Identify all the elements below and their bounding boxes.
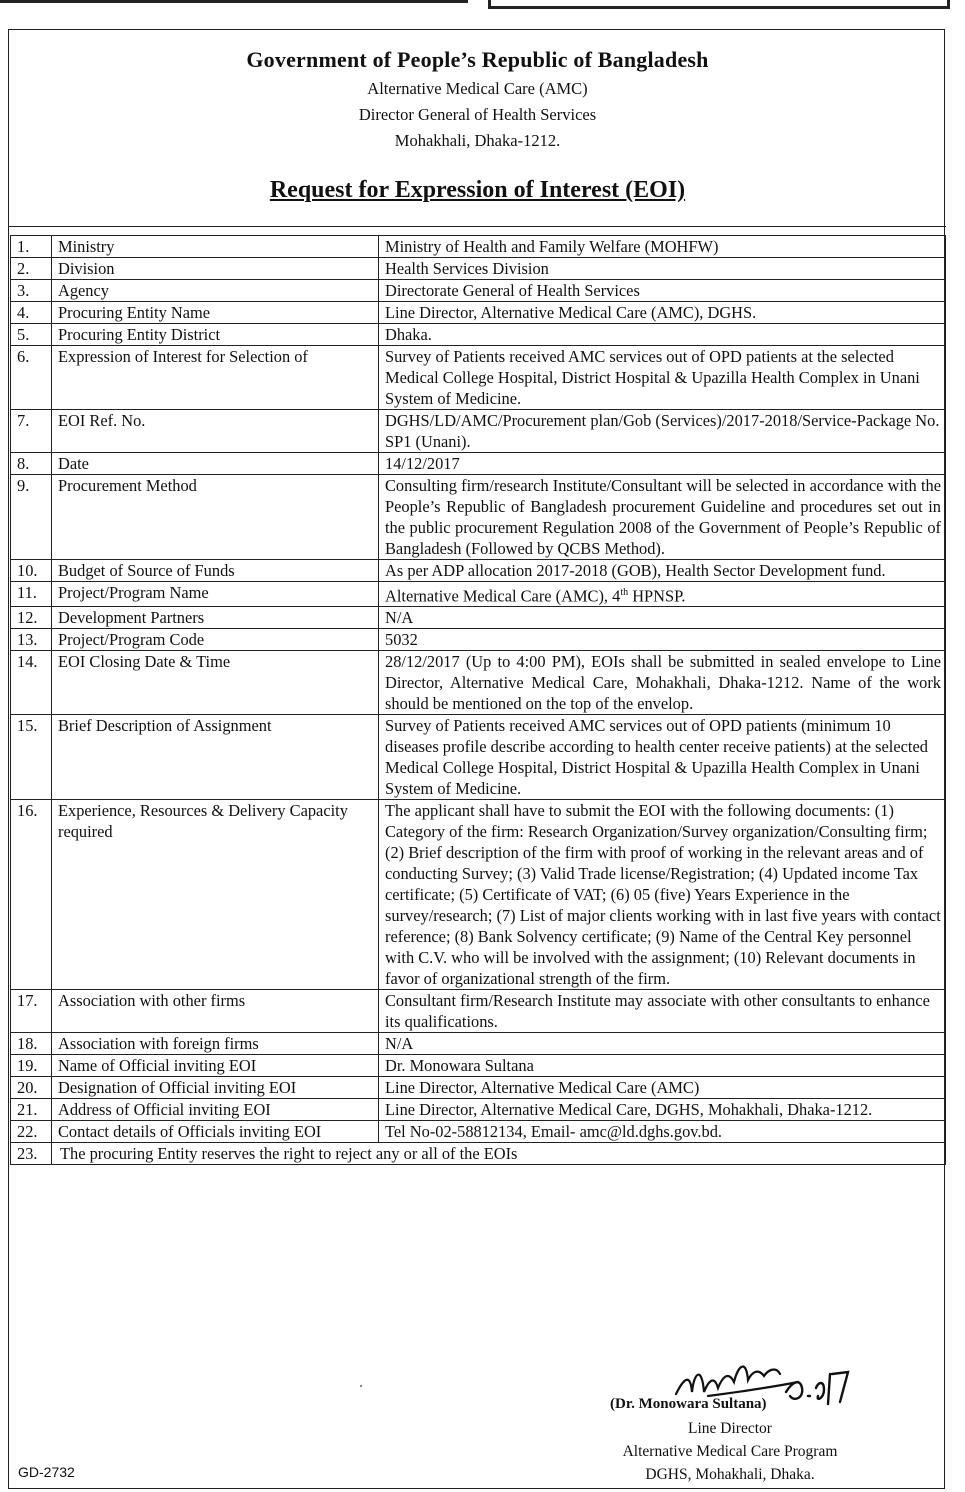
row-value: N/A <box>379 1033 946 1055</box>
table-row <box>11 346 946 410</box>
table-row <box>11 1099 946 1121</box>
table-row <box>11 560 946 582</box>
row-label: Project/Program Code <box>52 629 379 651</box>
table-row <box>11 236 946 258</box>
table-row <box>11 800 946 990</box>
signatory-name: (Dr. Monowara Sultana) <box>610 1396 767 1412</box>
row-value: Tel No-02-58812134, Email- amc@ld.dghs.gov.bd. <box>379 1121 946 1143</box>
directorate-name: Director General of Health Services <box>358 105 597 124</box>
row-number: 15. <box>11 715 52 800</box>
row-value: 14/12/2017 <box>379 453 946 475</box>
row-label: Budget of Source of Funds <box>52 560 379 582</box>
document-frame <box>8 29 945 1489</box>
header-divider <box>9 226 946 227</box>
table-row <box>11 1055 946 1077</box>
row-label: Contact details of Officials inviting EOI <box>52 1121 379 1143</box>
row-label: Expression of Interest for Selection of <box>52 346 379 410</box>
row-label: Brief Description of Assignment <box>52 715 379 800</box>
row-label: Address of Official inviting EOI <box>52 1099 379 1121</box>
table-row <box>11 629 946 651</box>
speck <box>360 1385 362 1387</box>
row-number: 4. <box>11 302 52 324</box>
row-value: 5032 <box>379 629 946 651</box>
row-value: N/A <box>379 607 946 629</box>
row-value: As per ADP allocation 2017-2018 (GOB), Health Sector Development fund. <box>379 560 946 582</box>
row-number: 19. <box>11 1055 52 1077</box>
row-number: 5. <box>11 324 52 346</box>
row-value: DGHS/LD/AMC/Procurement plan/Gob (Services)/2017-2018/Service-Package No. SP1 (Unani). <box>379 410 946 453</box>
table-row <box>11 302 946 324</box>
row-value: Consulting firm/research Institute/Consultant will be selected in accordance with the People’s Republic of Bangladesh procurement Guideline and procedures set out in the public procurement Regulation 2008 of the Government of People’s Republic of Bangladesh (Followed by QCBS Method). <box>379 475 946 560</box>
form-code: GD-2732 <box>18 1464 75 1480</box>
signatory-program: Alternative Medical Care Program <box>622 1443 838 1460</box>
row-label: Name of Official inviting EOI <box>52 1055 379 1077</box>
table-row <box>11 475 946 560</box>
table-row <box>11 1121 946 1143</box>
table-row <box>11 258 946 280</box>
row-label: Association with foreign firms <box>52 1033 379 1055</box>
table-row <box>11 410 946 453</box>
table-row <box>11 324 946 346</box>
row-number: 3. <box>11 280 52 302</box>
row-value: Ministry of Health and Family Welfare (MOHFW) <box>379 236 946 258</box>
row-number: 21. <box>11 1099 52 1121</box>
row-value-text: Alternative Medical Care (AMC), 4 <box>385 586 621 606</box>
row-label: Development Partners <box>52 607 379 629</box>
row-label: Date <box>52 453 379 475</box>
row-label: Procuring Entity Name <box>52 302 379 324</box>
row-value: Line Director, Alternative Medical Care (AMC) <box>379 1077 946 1099</box>
signatory-address: DGHS, Mohakhali, Dhaka. <box>645 1466 815 1483</box>
row-number: 11. <box>11 582 52 607</box>
row-number: 14. <box>11 651 52 715</box>
row-number: 16. <box>11 800 52 990</box>
reservation-notice: The procuring Entity reserves the right to reject any or all of the EOIs <box>52 1143 946 1165</box>
row-value: Survey of Patients received AMC services out of OPD patients at the selected Medical College Hospital, District Hospital & Upazilla Health Complex in Unani System of Medicine. <box>379 346 946 410</box>
row-label: Procurement Method <box>52 475 379 560</box>
row-label: Agency <box>52 280 379 302</box>
row-number: 9. <box>11 475 52 560</box>
row-value <box>379 582 946 607</box>
table-row <box>11 280 946 302</box>
row-value: Survey of Patients received AMC services out of OPD patients (minimum 10 diseases profile describe according to health center receive patients) at the selected Medical College Hospital, District Hospital & Upazilla Health Complex in Unani System of Medicine. <box>379 715 946 800</box>
row-label: Division <box>52 258 379 280</box>
row-value: Health Services Division <box>379 258 946 280</box>
row-value: Consultant firm/Research Institute may associate with other consultants to enhance its qualifications. <box>379 990 946 1033</box>
row-number: 10. <box>11 560 52 582</box>
ordinal-suffix: th <box>620 587 629 598</box>
row-value: Line Director, Alternative Medical Care (AMC), DGHS. <box>379 302 946 324</box>
government-heading: Government of People’s Republic of Bangladesh <box>246 47 709 72</box>
row-number: 18. <box>11 1033 52 1055</box>
table-row <box>11 607 946 629</box>
office-name: Alternative Medical Care (AMC) <box>367 79 588 98</box>
row-number: 1. <box>11 236 52 258</box>
table-row <box>11 990 946 1033</box>
eoi-table <box>10 235 946 1165</box>
table-row <box>11 1077 946 1099</box>
row-number: 13. <box>11 629 52 651</box>
row-label: Procuring Entity District <box>52 324 379 346</box>
row-label: Designation of Official inviting EOI <box>52 1077 379 1099</box>
row-number: 6. <box>11 346 52 410</box>
row-value: The applicant shall have to submit the EOI with the following documents: (1) Category of the firm: Research Organization/Survey organization/Consulting firm; (2) Brief description of the firm with proof of working in the relevant areas and of conducting Survey; (3) Valid Trade license/Registration; (4) Updated income Tax certificate; (5) Certificate of VAT; (6) 05 (five) Years Experience in the survey/research; (7) List of major clients working with in last five years with contact reference; (8) Bank Solvency certificate; (9) Name of the Central Key personnel with C.V. who will be involved with the assignment; (10) Relevant documents in favor of organizational strength of the firm. <box>379 800 946 990</box>
row-value: Dhaka. <box>379 324 946 346</box>
top-rule <box>0 0 468 3</box>
row-value: Dr. Monowara Sultana <box>379 1055 946 1077</box>
table-row <box>11 715 946 800</box>
table-row <box>11 1033 946 1055</box>
row-value: Line Director, Alternative Medical Care, DGHS, Mohakhali, Dhaka-1212. <box>379 1099 946 1121</box>
top-box-edge <box>488 0 950 9</box>
row-number: 23. <box>11 1143 52 1165</box>
row-label: Project/Program Name <box>52 582 379 607</box>
row-label: Experience, Resources & Delivery Capacity required <box>52 800 379 990</box>
row-label: EOI Closing Date & Time <box>52 651 379 715</box>
row-label: EOI Ref. No. <box>52 410 379 453</box>
row-label: Ministry <box>52 236 379 258</box>
row-number: 2. <box>11 258 52 280</box>
table-row <box>11 582 946 607</box>
row-number: 20. <box>11 1077 52 1099</box>
signatory-title: Line Director <box>688 1420 772 1437</box>
row-value-tail: HPNSP. <box>628 586 686 606</box>
row-value: Directorate General of Health Services <box>379 280 946 302</box>
table-row <box>11 453 946 475</box>
row-number: 22. <box>11 1121 52 1143</box>
table-row <box>11 651 946 715</box>
row-label: Association with other firms <box>52 990 379 1033</box>
row-number: 12. <box>11 607 52 629</box>
row-number: 17. <box>11 990 52 1033</box>
document-title: Request for Expression of Interest (EOI) <box>269 177 686 203</box>
row-number: 8. <box>11 453 52 475</box>
office-address: Mohakhali, Dhaka-1212. <box>394 131 561 150</box>
row-number: 7. <box>11 410 52 453</box>
row-value: 28/12/2017 (Up to 4:00 PM), EOIs shall be submitted in sealed envelope to Line Director, Alternative Medical Care, Mohakhali, Dhaka-1212. Name of the work should be mentioned on the top of the envelop. <box>379 651 946 715</box>
table-row-notice <box>11 1143 946 1165</box>
